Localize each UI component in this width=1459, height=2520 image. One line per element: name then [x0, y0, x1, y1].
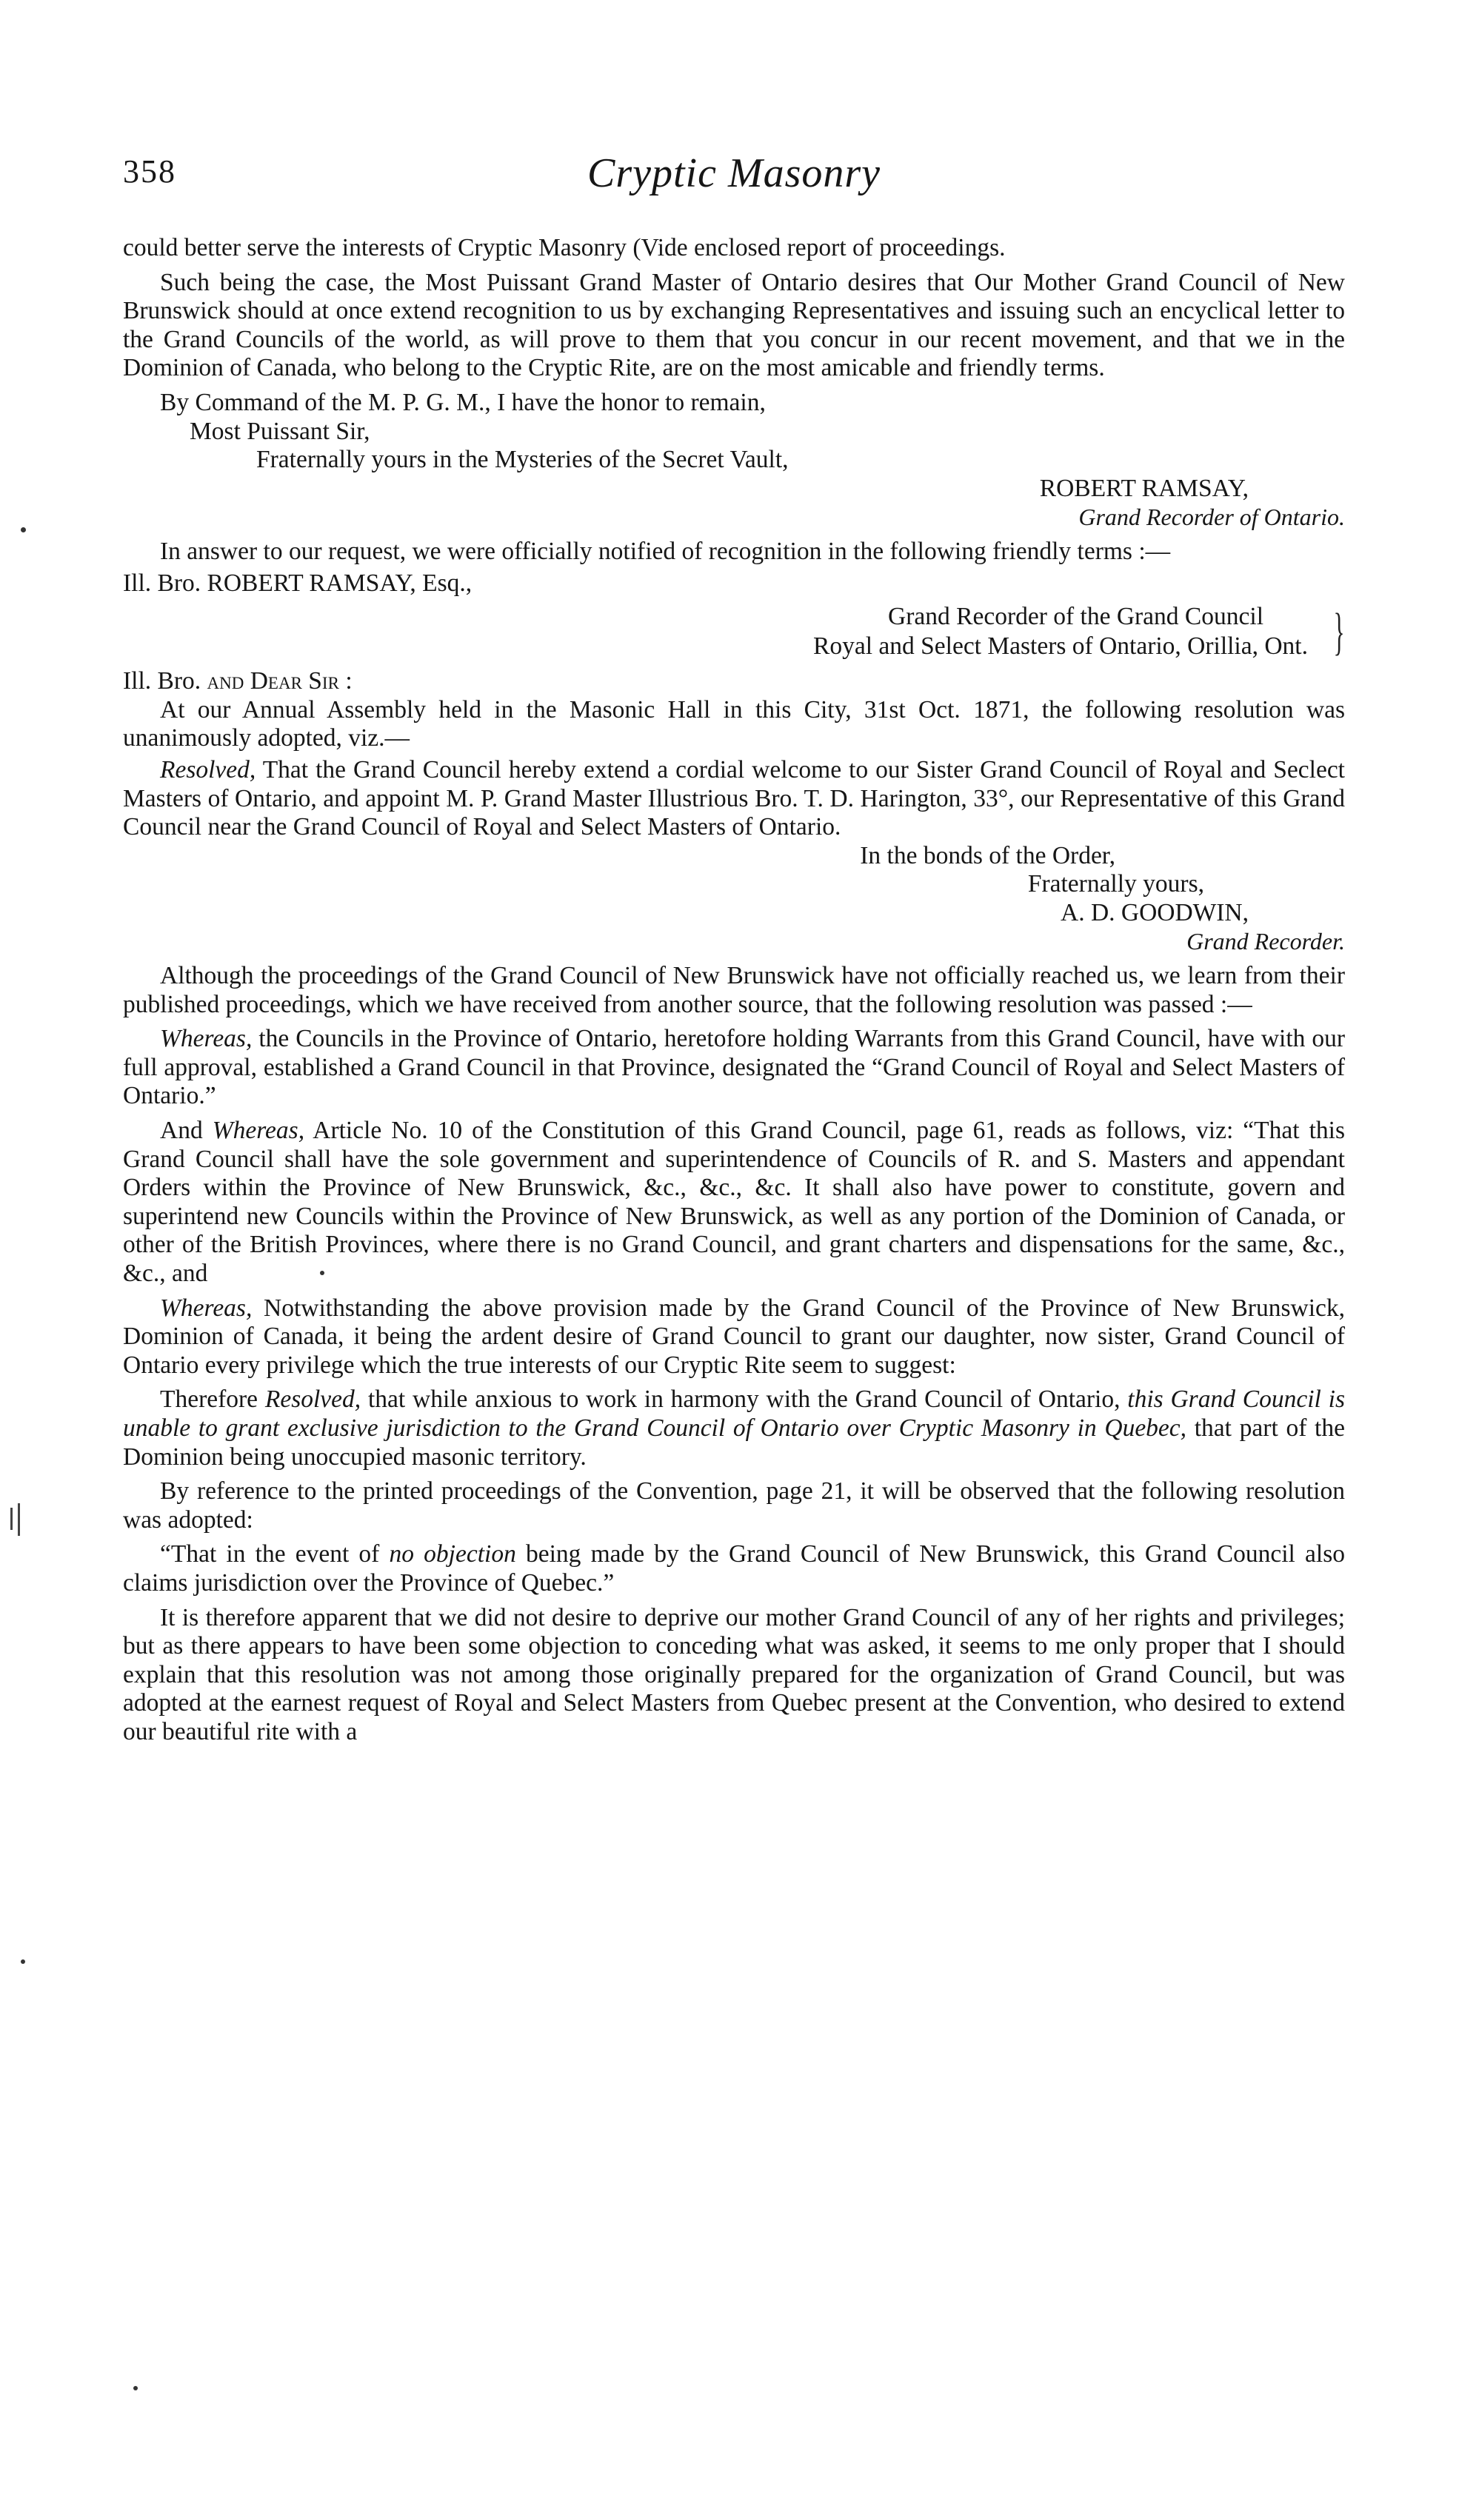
salutation-smallcaps: and Dear Sir [207, 667, 339, 695]
running-head [123, 150, 1345, 219]
and-text: And [160, 1117, 213, 1145]
paragraph-therefore-resolved [123, 1386, 1345, 1471]
margin-speck [320, 1271, 324, 1275]
resolved-label: Resolved, [264, 1386, 361, 1414]
paragraph-whereas-3 [123, 1294, 1345, 1380]
paragraph-continuation: could better serve the interests of Cryptic Masonry (Vide enclosed report of proceedings. [123, 234, 1006, 261]
salutation-prefix: Ill. Bro. [123, 667, 201, 695]
quote-text-end: being made by the Grand Council of New Brunswick, this Grand Council also claims jurisdiction over the Province of Quebec.” [123, 1540, 1345, 1597]
whereas-text: Article No. 10 of the Constitution of this Grand Council, page 61, reads as follows, viz: “That this Grand Council shall have the sole government and superintendence of Councils of R. and S. Masters and appendant Orders within the Province of New Brunswick, &c., &c., &c. It shall also have power to constitute, govern and superintend new Councils within the Province of New Brunswick, as well as any portion of the Dominion of Canada, or other of the British Provinces, where there is no Grand Council, and grant charters and dispensations for the same, &c., &c., and [123, 1117, 1345, 1287]
paragraph-annual-assembly: At our Annual Assembly held in the Masonic Hall in this City, 31st Oct. 1871, the following resolution was unanimously adopted, viz.— [123, 695, 1345, 752]
signature-name-ramsay: ROBERT RAMSAY, [1039, 474, 1249, 502]
paragraph-explanation: It is therefore apparent that we did not desire to deprive our mother Grand Council of any of her rights and privileges; but as there appears to have been some objection to conceding what was asked, it seems to me only proper that I should explain that this resolution was not among those originally prepared for the organization of Grand Council, but was adopted at the earnest request of Royal and Select Masters from Quebec present at the Convention, who desired to extend our beautiful rite with a [123, 1603, 1345, 1745]
margin-mark [10, 1508, 13, 1530]
paragraph-quoted-resolution [123, 1540, 1345, 1597]
resolved-label: Resolved, [160, 755, 256, 783]
whereas-label: Whereas, [160, 1025, 253, 1053]
signature-title-ramsay: Grand Recorder of Ontario. [1078, 504, 1345, 531]
resolved-text-end: that part of the Dominion being unoccupied masonic territory. [123, 1414, 1345, 1471]
paragraph-convention-reference: By reference to the printed proceedings of the Convention, page 21, it will be observed that the following resolution was adopted: [123, 1477, 1345, 1534]
signature-name-goodwin: A. D. GOODWIN, [1061, 898, 1249, 926]
paragraph-new-brunswick-proceedings: Although the proceedings of the Grand Council of New Brunswick have not officially reached us, we learn from their published proceedings, which we have received from another source, that the following resolution was passed :— [123, 962, 1345, 1018]
whereas-label: Whereas, [160, 1294, 253, 1322]
letter-valediction: Fraternally yours in the Mysteries of the Secret Vault, [256, 446, 789, 474]
brace-glyph: } [1333, 604, 1345, 661]
resolved-text: That the Grand Council hereby extend a cordial welcome to our Sister Grand Council of Royal and Seclect Masters of Ontario, and appoint M. P. Grand Master Illustrious Bro. T. D. Harington, 33°, our Representative of this Grand Council near the Grand Council of Royal and Select Masters of Ontario. [123, 755, 1345, 841]
running-title: Cryptic Masonry [587, 150, 881, 196]
whereas-text: the Councils in the Province of Ontario, heretofore holding Warrants from this Grand Council, have with our full approval, established a Grand Council in that Province, designated the “Grand Council of Royal and Select Masters of Ontario.” [123, 1025, 1345, 1110]
whereas-text: Notwithstanding the above provision made by the Grand Council of the Province of New Brunswick, Dominion of Canada, it being the ardent desire of Grand Council to grant our daughter, now sister, Grand Council of Ontario every privilege which the true interests of our Cryptic Rite seem to suggest: [123, 1294, 1345, 1379]
margin-speck [21, 527, 26, 532]
paragraph-whereas-1 [123, 1025, 1345, 1111]
letter-closing-fraternally: Fraternally yours, [1027, 870, 1204, 898]
signature-title-goodwin: Grand Recorder. [1186, 928, 1345, 955]
book-page [123, 150, 1346, 1747]
paragraph-command: By Command of the M. P. G. M., I have the honor to remain, [160, 388, 766, 416]
letter-closing-bonds: In the bonds of the Order, [860, 841, 1115, 869]
addressee-block [123, 602, 1345, 661]
addressee-line-1: Grand Recorder of the Grand Council [888, 603, 1263, 631]
addressee-line-2: Royal and Select Masters of Ontario, Orillia, Ont. [813, 632, 1308, 661]
paragraph-resolved-welcome [123, 756, 1345, 842]
quote-italic: no objection [389, 1540, 516, 1568]
paragraph-whereas-2 [123, 1117, 1345, 1289]
letter-salutation-closing: Most Puissant Sir, [190, 417, 370, 445]
margin-mark [18, 1503, 20, 1536]
resolved-italic-clause: this Grand Council is unable to grant exclusive jurisdiction to the Grand Council of Ontario over Cryptic Masonry in Quebec, [123, 1386, 1346, 1442]
letter-salutation [123, 667, 1345, 696]
paragraph-answer-intro: In answer to our request, we were officially notified of recognition in the following friendly terms :— [160, 537, 1171, 565]
letter-addressee: Ill. Bro. ROBERT RAMSAY, Esq., [123, 569, 473, 597]
whereas-label: Whereas, [212, 1117, 305, 1145]
therefore-text: Therefore [160, 1386, 265, 1414]
paragraph-recognition-request: Such being the case, the Most Puissant Grand Master of Ontario desires that Our Mother Grand Council of New Brunswick should at once extend recognition to us by exchanging Representatives and issuing such an encyclical letter to the Grand Councils of the world, as will prove to them that you concur in our recent movement, and that we in the Dominion of Canada, who belong to the Cryptic Rite, are on the most amicable and friendly terms. [123, 268, 1345, 382]
margin-speck [133, 2386, 138, 2390]
margin-speck [21, 1959, 25, 1964]
resolved-text: that while anxious to work in harmony with the Grand Council of Ontario, [361, 1386, 1128, 1414]
page-number: 358 [123, 153, 176, 190]
quote-text: “That in the event of [160, 1540, 390, 1568]
salutation-colon: : [338, 667, 353, 695]
